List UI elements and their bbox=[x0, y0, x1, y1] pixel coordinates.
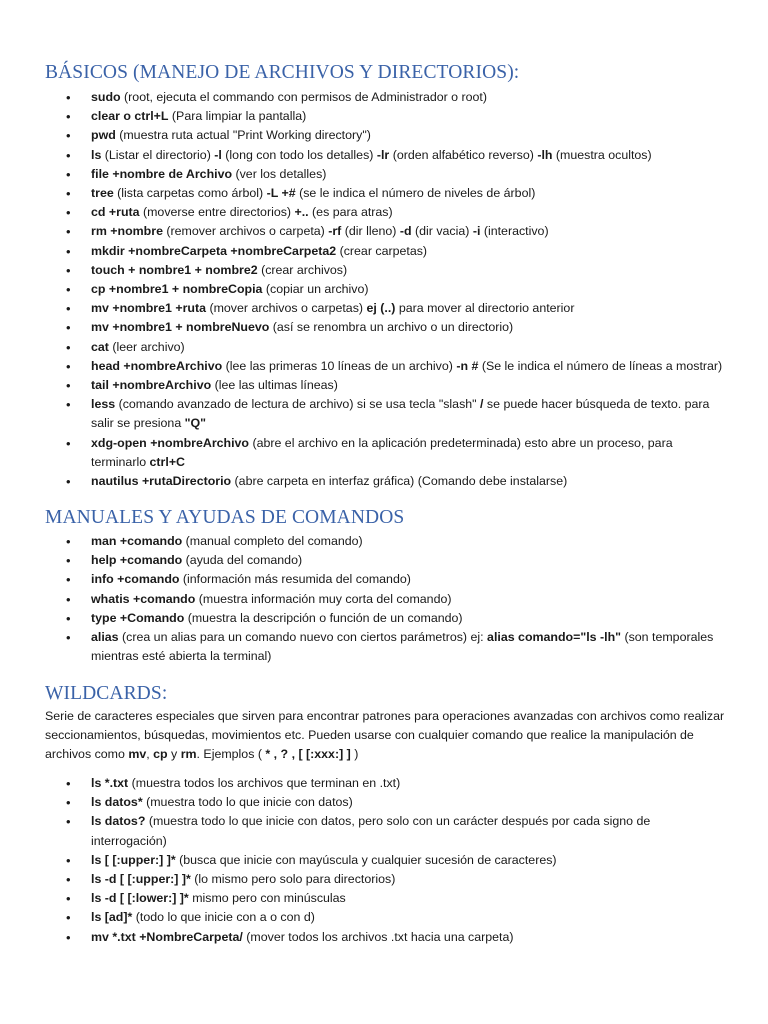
command-keyword: touch + nombre1 + nombre2 bbox=[91, 262, 258, 277]
description-text: (así se renombra un archivo o un directorio) bbox=[269, 320, 514, 335]
description-text: (Se le indica el número de líneas a mostrar) bbox=[478, 358, 723, 373]
list-item bbox=[0, 242, 768, 261]
description-text: (lee las primeras 10 líneas de un archivo) bbox=[222, 358, 457, 373]
description-text: (root, ejecuta el commando con permisos de Administrador o root) bbox=[120, 90, 487, 104]
command-keyword: cat bbox=[91, 339, 109, 354]
command-keyword: ej (..) bbox=[366, 301, 396, 316]
list-item bbox=[0, 126, 768, 145]
description-text: (copiar un archivo) bbox=[262, 282, 369, 297]
description-text: . Ejemplos ( bbox=[196, 747, 266, 761]
description-text: (interactivo) bbox=[480, 224, 549, 239]
command-keyword: cd +ruta bbox=[91, 205, 140, 220]
command-keyword: ctrl+C bbox=[149, 454, 185, 469]
section-title-basicos: BÁSICOS (MANEJO DE ARCHIVOS Y DIRECTORIOS): bbox=[45, 62, 520, 83]
list-item bbox=[0, 107, 768, 126]
description-text: (orden alfabético reverso) bbox=[389, 147, 538, 162]
description-text: (comando avanzado de lectura de archivo) si se usa tecla "slash" bbox=[115, 397, 481, 412]
command-keyword: info +comando bbox=[91, 572, 180, 587]
description-text: y bbox=[167, 747, 181, 761]
command-keyword: -lr bbox=[376, 147, 390, 162]
manuales-command-list bbox=[0, 532, 768, 666]
list-item bbox=[0, 793, 768, 812]
list-item bbox=[0, 928, 768, 947]
list-item bbox=[0, 851, 768, 870]
command-keyword: ls datos* bbox=[91, 795, 143, 810]
command-keyword: +.. bbox=[294, 205, 309, 220]
command-keyword: ls [ [:upper:] ]* bbox=[91, 852, 176, 867]
list-item bbox=[0, 146, 768, 165]
description-text: (remover archivos o carpeta) bbox=[162, 224, 329, 239]
description-text: (muestra todo lo que inicie con datos, pero solo con un carácter después por cada signo de interrogación) bbox=[91, 814, 651, 848]
command-keyword: alias comando="ls -lh" bbox=[487, 630, 622, 645]
description-text: mismo pero con minúsculas bbox=[188, 891, 346, 906]
description-text: (muestra la descripción o función de un comando) bbox=[184, 610, 463, 625]
command-keyword: ls *.txt bbox=[91, 776, 129, 790]
description-text: (crear archivos) bbox=[257, 262, 348, 277]
command-keyword: -L +# bbox=[266, 186, 296, 201]
command-keyword: alias bbox=[91, 630, 119, 645]
command-keyword: tail +nombreArchivo bbox=[91, 378, 212, 393]
list-item bbox=[0, 395, 768, 433]
description-text: (muestra información muy corta del comando) bbox=[195, 591, 452, 606]
command-keyword: mv bbox=[128, 747, 147, 761]
list-item bbox=[0, 812, 768, 850]
command-keyword: xdg-open +nombreArchivo bbox=[91, 435, 249, 450]
list-item bbox=[0, 165, 768, 184]
description-text: (dir lleno) bbox=[341, 224, 400, 239]
list-item bbox=[0, 590, 768, 609]
command-keyword: file +nombre de Archivo bbox=[91, 166, 233, 181]
command-keyword: ls -d [ [:lower:] ]* bbox=[91, 891, 189, 906]
section-title-wildcards: WILDCARDS: bbox=[45, 683, 168, 704]
description-text: (muestra ocultos) bbox=[552, 147, 652, 162]
list-item bbox=[0, 532, 768, 551]
wildcards-intro-paragraph bbox=[45, 707, 735, 764]
list-item bbox=[0, 889, 768, 908]
description-text: (moverse entre directorios) bbox=[139, 205, 295, 220]
command-keyword: less bbox=[91, 397, 116, 412]
description-text: (mover archivos o carpetas) bbox=[206, 301, 367, 316]
list-item bbox=[0, 184, 768, 203]
list-item bbox=[0, 774, 768, 793]
command-keyword: pwd bbox=[91, 128, 116, 143]
command-keyword: ls datos? bbox=[91, 814, 146, 829]
basicos-command-list bbox=[0, 88, 768, 491]
command-keyword: type +Comando bbox=[91, 610, 185, 625]
description-text: (ver los detalles) bbox=[232, 166, 327, 181]
list-item bbox=[0, 318, 768, 337]
description-text: para mover al directorio anterior bbox=[395, 301, 575, 316]
command-keyword: tree bbox=[91, 186, 114, 201]
description-text: (ayuda del comando) bbox=[182, 553, 303, 568]
command-keyword: help +comando bbox=[91, 553, 183, 568]
command-keyword: ls bbox=[91, 147, 102, 162]
command-keyword: head +nombreArchivo bbox=[91, 358, 223, 373]
command-keyword: / bbox=[480, 397, 484, 412]
list-item bbox=[0, 628, 768, 666]
list-item bbox=[0, 551, 768, 570]
command-keyword: nautilus +rutaDirectorio bbox=[91, 474, 232, 489]
wildcards-command-list bbox=[0, 774, 768, 947]
list-item bbox=[0, 570, 768, 589]
list-item bbox=[0, 299, 768, 318]
description-text: (lo mismo pero solo para directorios) bbox=[190, 872, 396, 887]
command-keyword: man +comando bbox=[91, 534, 183, 548]
command-keyword: -rf bbox=[328, 224, 342, 239]
description-text: (son temporales mientras esté abierta la terminal) bbox=[91, 630, 714, 664]
list-item bbox=[0, 261, 768, 280]
description-text: (leer archivo) bbox=[108, 339, 185, 354]
list-item bbox=[0, 357, 768, 376]
list-item bbox=[0, 376, 768, 395]
command-keyword: mkdir +nombreCarpeta +nombreCarpeta2 bbox=[91, 243, 337, 258]
command-keyword: clear o ctrl+L bbox=[91, 109, 169, 124]
list-item bbox=[0, 870, 768, 889]
description-text: (mover todos los archivos .txt hacia una carpeta) bbox=[242, 929, 514, 944]
list-item bbox=[0, 609, 768, 628]
command-keyword: -l bbox=[214, 147, 222, 162]
command-keyword: ls -d [ [:upper:] ]* bbox=[91, 872, 191, 887]
list-item bbox=[0, 203, 768, 222]
command-keyword: cp bbox=[153, 747, 168, 761]
description-text: (crear carpetas) bbox=[336, 243, 428, 258]
command-keyword: cp +nombre1 + nombreCopia bbox=[91, 282, 263, 297]
command-keyword: -n # bbox=[456, 358, 479, 373]
description-text: (dir vacia) bbox=[411, 224, 473, 239]
list-item bbox=[0, 88, 768, 107]
description-text: se puede hacer búsqueda de texto. para salir se presiona bbox=[91, 397, 710, 431]
description-text: (Para limpiar la pantalla) bbox=[168, 109, 307, 124]
list-item bbox=[0, 908, 768, 927]
list-item bbox=[0, 338, 768, 357]
list-item bbox=[0, 472, 768, 491]
command-keyword: whatis +comando bbox=[91, 591, 196, 606]
description-text: , bbox=[146, 747, 154, 761]
description-text: (lista carpetas como árbol) bbox=[113, 186, 267, 201]
command-keyword: mv +nombre1 +ruta bbox=[91, 301, 207, 316]
description-text: (manual completo del comando) bbox=[182, 534, 363, 548]
description-text: (busca que inicie con mayúscula y cualquier sucesión de caracteres) bbox=[175, 852, 557, 867]
description-text: (abre el archivo en la aplicación predeterminada) esto abre un proceso, para terminarlo bbox=[91, 435, 673, 469]
command-keyword: -i bbox=[472, 224, 481, 239]
description-text: (muestra ruta actual "Print Working directory") bbox=[115, 128, 371, 143]
description-text: Serie de caracteres especiales que sirven para encontrar patrones para operaciones avanzadas con archivos como realizar seccionamientos, búsquedas, movimientos etc. Pueden usarse con cualquier comando que realice la manipulación de archivos como bbox=[45, 709, 725, 761]
description-text: (información más resumida del comando) bbox=[179, 572, 411, 587]
description-text: (muestra todo lo que inicie con datos) bbox=[142, 795, 353, 810]
command-keyword: ls [ad]* bbox=[91, 910, 133, 925]
list-item bbox=[0, 222, 768, 241]
description-text: (crea un alias para un comando nuevo con ciertos parámetros) ej: bbox=[118, 630, 488, 645]
command-keyword: rm +nombre bbox=[91, 224, 163, 239]
description-text: (todo lo que inicie con a o con d) bbox=[132, 910, 315, 925]
description-text: (long con todo los detalles) bbox=[221, 147, 377, 162]
command-keyword: sudo bbox=[91, 90, 121, 104]
list-item bbox=[0, 280, 768, 299]
description-text: (lee las ultimas líneas) bbox=[211, 378, 338, 393]
description-text: (es para atras) bbox=[308, 205, 393, 220]
description-text: (Listar el directorio) bbox=[101, 147, 215, 162]
command-keyword: rm bbox=[180, 747, 197, 761]
description-text: (se le indica el número de niveles de árbol) bbox=[295, 186, 536, 201]
description-text: ) bbox=[350, 747, 359, 761]
section-title-manuales: MANUALES Y AYUDAS DE COMANDOS bbox=[45, 507, 405, 528]
description-text: (abre carpeta en interfaz gráfica) (Comando debe instalarse) bbox=[231, 474, 568, 489]
command-keyword: -lh bbox=[537, 147, 553, 162]
command-keyword: * , ? , [ [:xxx:] ] bbox=[265, 747, 351, 761]
list-item bbox=[0, 434, 768, 472]
command-keyword: mv *.txt +NombreCarpeta/ bbox=[91, 929, 243, 944]
command-keyword: -d bbox=[399, 224, 412, 239]
command-keyword: "Q" bbox=[184, 416, 207, 431]
description-text: (muestra todos los archivos que terminan en .txt) bbox=[128, 776, 401, 790]
command-keyword: mv +nombre1 + nombreNuevo bbox=[91, 320, 270, 335]
